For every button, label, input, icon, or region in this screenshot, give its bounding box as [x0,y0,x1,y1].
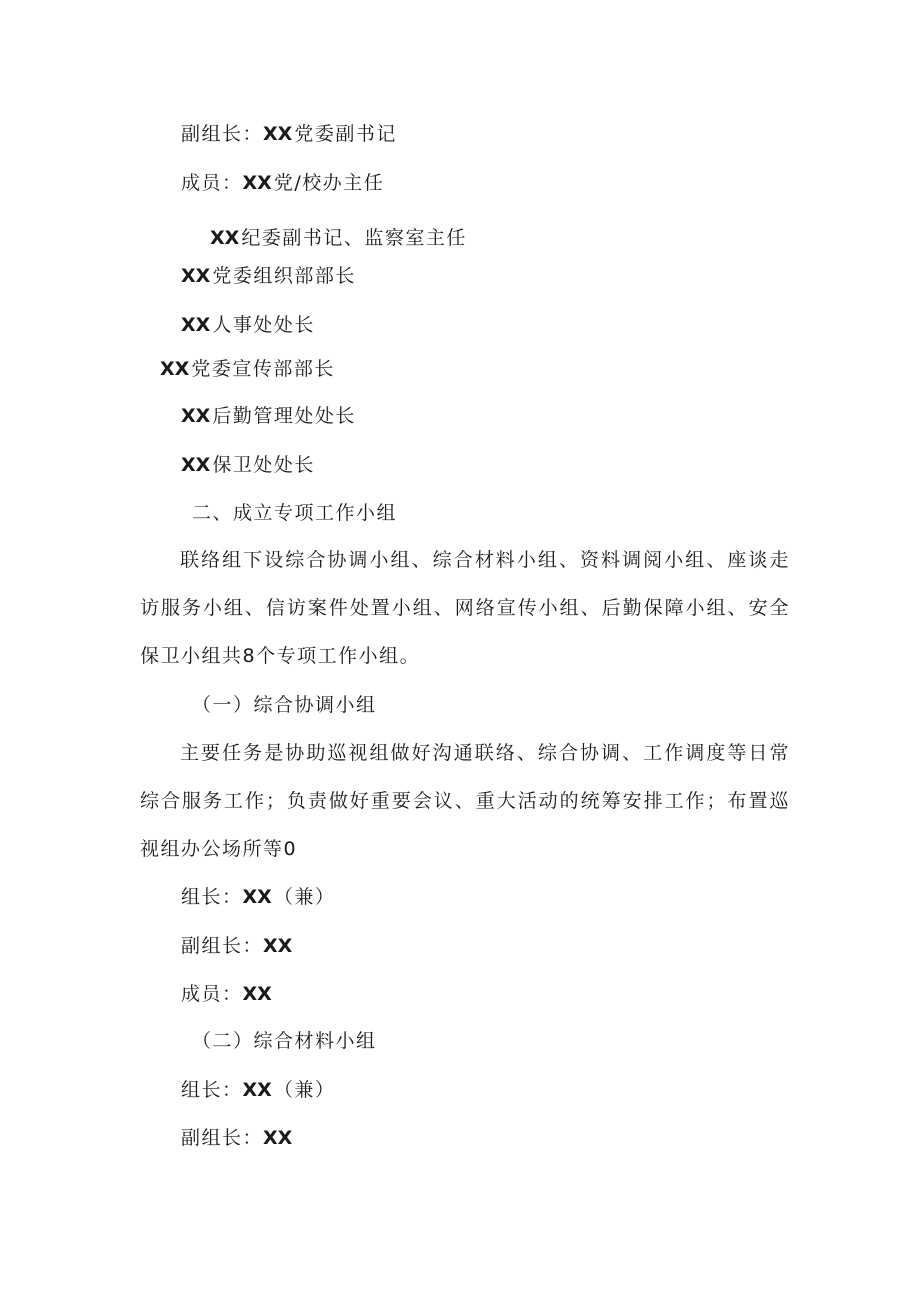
member-name: XX [160,358,190,380]
group-leader-line [181,1078,335,1102]
member-name: XX [181,314,211,336]
section-body: 联络组下设综合协调小组、综合材料小组、资料调阅小组、座谈走访服务小组、信访案件处置小组、网络宣传小组、后勤保障小组、安全保卫小组共8个专项工作小组。 [140,549,790,667]
member-title: 保卫处处长 [212,454,315,476]
group-leader-name: XX [242,1079,272,1101]
group-members-line [181,982,274,1006]
member-title: 党委宣传部部长 [191,358,335,380]
subsection-heading: （一）综合协调小组 [192,694,377,716]
member-line [181,171,384,195]
section-heading: 二、成立专项工作小组 [192,502,398,524]
member-title: 人事处处长 [212,314,315,336]
member-title: 纪委副书记、监察室主任 [241,227,467,249]
member-title: 党/校办主任 [273,172,385,194]
member-line [160,357,335,381]
deputy-leader-label: 副组长： [181,123,264,145]
member-title: 党委组织部部长 [212,265,356,287]
member-line [181,404,356,428]
group-deputy-label: 副组长： [181,935,264,957]
member-name: XX [181,265,211,287]
group-members-label: 成员： [181,983,243,1005]
member-line [210,226,467,250]
group-leader-note: （兼） [273,886,336,908]
group-leader-note: （兼） [273,1079,336,1101]
group-deputy-line [181,1126,294,1150]
member-line [181,313,315,337]
members-label: 成员： [181,172,243,194]
subsection-body: 主要任务是协助巡视组做好沟通联络、综合协调、工作调度等日常综合服务工作；负责做好重要会议、重大活动的统筹安排工作；布置巡视组办公场所等0 [140,742,790,860]
group-members-name: XX [242,983,272,1005]
group-leader-line [181,885,335,909]
group-leader-label: 组长： [181,886,243,908]
deputy-leader-line [181,122,397,146]
member-name: XX [181,454,211,476]
member-name: XX [242,172,272,194]
member-title: 后勤管理处处长 [212,405,356,427]
group-deputy-label: 副组长： [181,1127,264,1149]
group-leader-name: XX [242,886,272,908]
member-name: XX [210,227,240,249]
member-line [181,264,356,288]
deputy-leader-title: 党委副书记 [294,123,397,145]
group-deputy-name: XX [263,935,293,957]
member-name: XX [181,405,211,427]
group-leader-label: 组长： [181,1079,243,1101]
member-line [181,453,315,477]
group-deputy-name: XX [263,1127,293,1149]
subsection-heading: （二）综合材料小组 [192,1030,377,1052]
deputy-leader-name: XX [263,123,293,145]
group-deputy-line [181,934,294,958]
